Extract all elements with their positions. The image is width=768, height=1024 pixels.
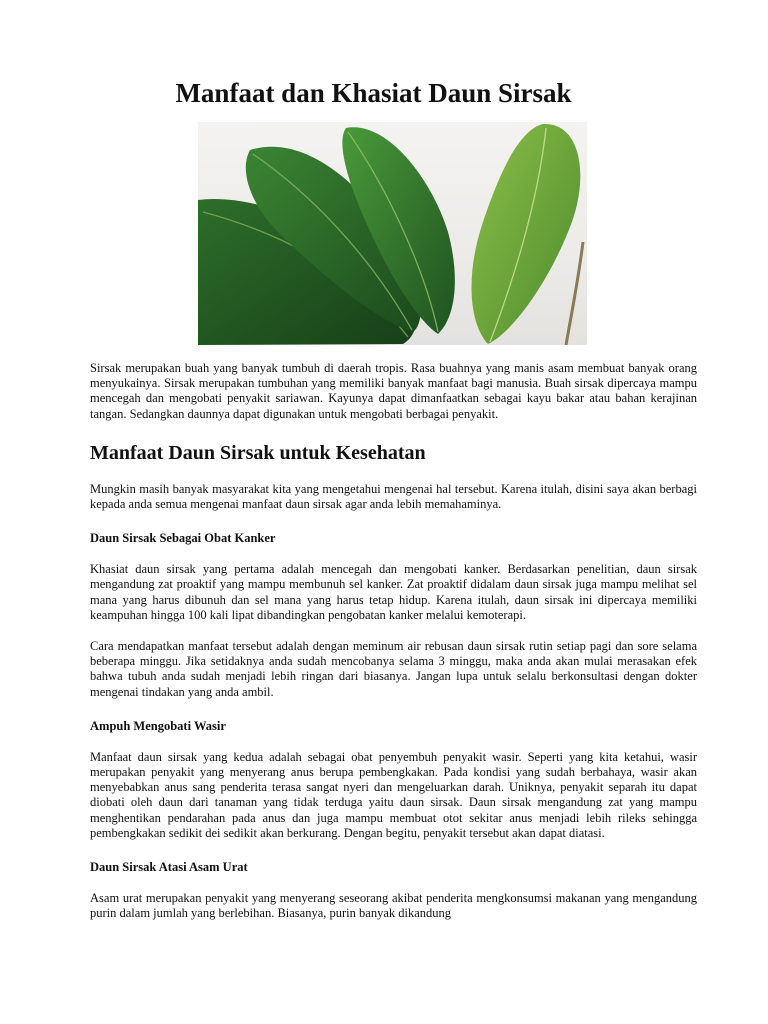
kanker-paragraph-2: Cara mendapatkan manfaat tersebut adalah dengan meminum air rebusan daun sirsak rutin setiap pagi dan sore selama beberapa minggu. Jika setidaknya anda sudah mencobanya selama 3 minggu, maka anda akan mulai merasakan efek bahwa tubuh anda sudah menjadi lebih ringan dari biasanya. Jangan lupa untuk selalu berkonsultasi dengan dokter mengenai tindakan yang anda ambil. [90, 639, 697, 699]
subheading-wasir: Ampuh Mengobati Wasir [90, 718, 226, 733]
document-title: Manfaat dan Khasiat Daun Sirsak [175, 78, 572, 108]
soursop-leaves-photo [198, 122, 587, 345]
section-heading: Manfaat Daun Sirsak untuk Kesehatan [90, 441, 426, 464]
wasir-paragraph-1: Manfaat daun sirsak yang kedua adalah sebagai obat penyembuh penyakit wasir. Seperti yang kita ketahui, wasir merupakan penyakit yang menyerang anus berupa pembengkakan. Pada kondisi yang sudah berbahaya, wasir akan menyebabkan anus sang penderita terasa sangat nyeri dan mengeluarkan darah. Uniknya, penyakit separah itu dapat diobati oleh daun dari tanaman yang tidak terduga yaitu daun sirsak. Daun sirsak mengandung zat yang mampu menghentikan pendarahan pada anus dan juga mampu membuat otot sekitar anus menjadi lebih rileks sehingga pembengkakan sedikit dei sedikit akan berkurang. Dengan begitu, penyakit tersebut akan dapat diatasi. [90, 749, 697, 840]
intro-paragraph: Sirsak merupakan buah yang banyak tumbuh di daerah tropis. Rasa buahnya yang manis asam membuat banyak orang menyukainya. Sirsak merupakan tumbuhan yang memiliki banyak manfaat bagi manusia. Buah sirsak dipercaya mampu mencegah dan mengobati penyakit sariawan. Kayunya dapat dimanfaatkan sebagai kayu bakar atau bahan kerajinan tangan. Sedangkan daunnya dapat digunakan untuk mengobati berbagai penyakit. [90, 361, 697, 421]
subheading-kanker: Daun Sirsak Sebagai Obat Kanker [90, 531, 276, 546]
kanker-paragraph-1: Khasiat daun sirsak yang pertama adalah mencegah dan mengobati kanker. Berdasarkan penelitian, daun sirsak mengandung zat proaktif yang mampu membunuh sel kanker. Zat proaktif didalam daun sirsak juga mampu melihat sel mana yang harus dibunuh dan sel mana yang harus tetap hidup. Karena itulah, daun sirsak ini dipercaya memiliki keampuhan hingga 100 kali lipat dibandingkan pengobatan kanker melalui kemoterapi. [90, 562, 697, 622]
leaves-illustration [198, 122, 587, 345]
subheading-asam-urat: Daun Sirsak Atasi Asam Urat [90, 860, 248, 875]
asam-urat-paragraph-1: Asam urat merupakan penyakit yang menyerang seseorang akibat penderita mengkonsumsi makanan yang mengandung purin dalam jumlah yang berlebihan. Biasanya, purin banyak dikandung [90, 891, 697, 921]
section-intro-paragraph: Mungkin masih banyak masyarakat kita yang mengetahui mengenai hal tersebut. Karena itulah, disini saya akan berbagi kepada anda semua mengenai manfaat daun sirsak agar anda lebih memahaminya. [90, 481, 697, 512]
